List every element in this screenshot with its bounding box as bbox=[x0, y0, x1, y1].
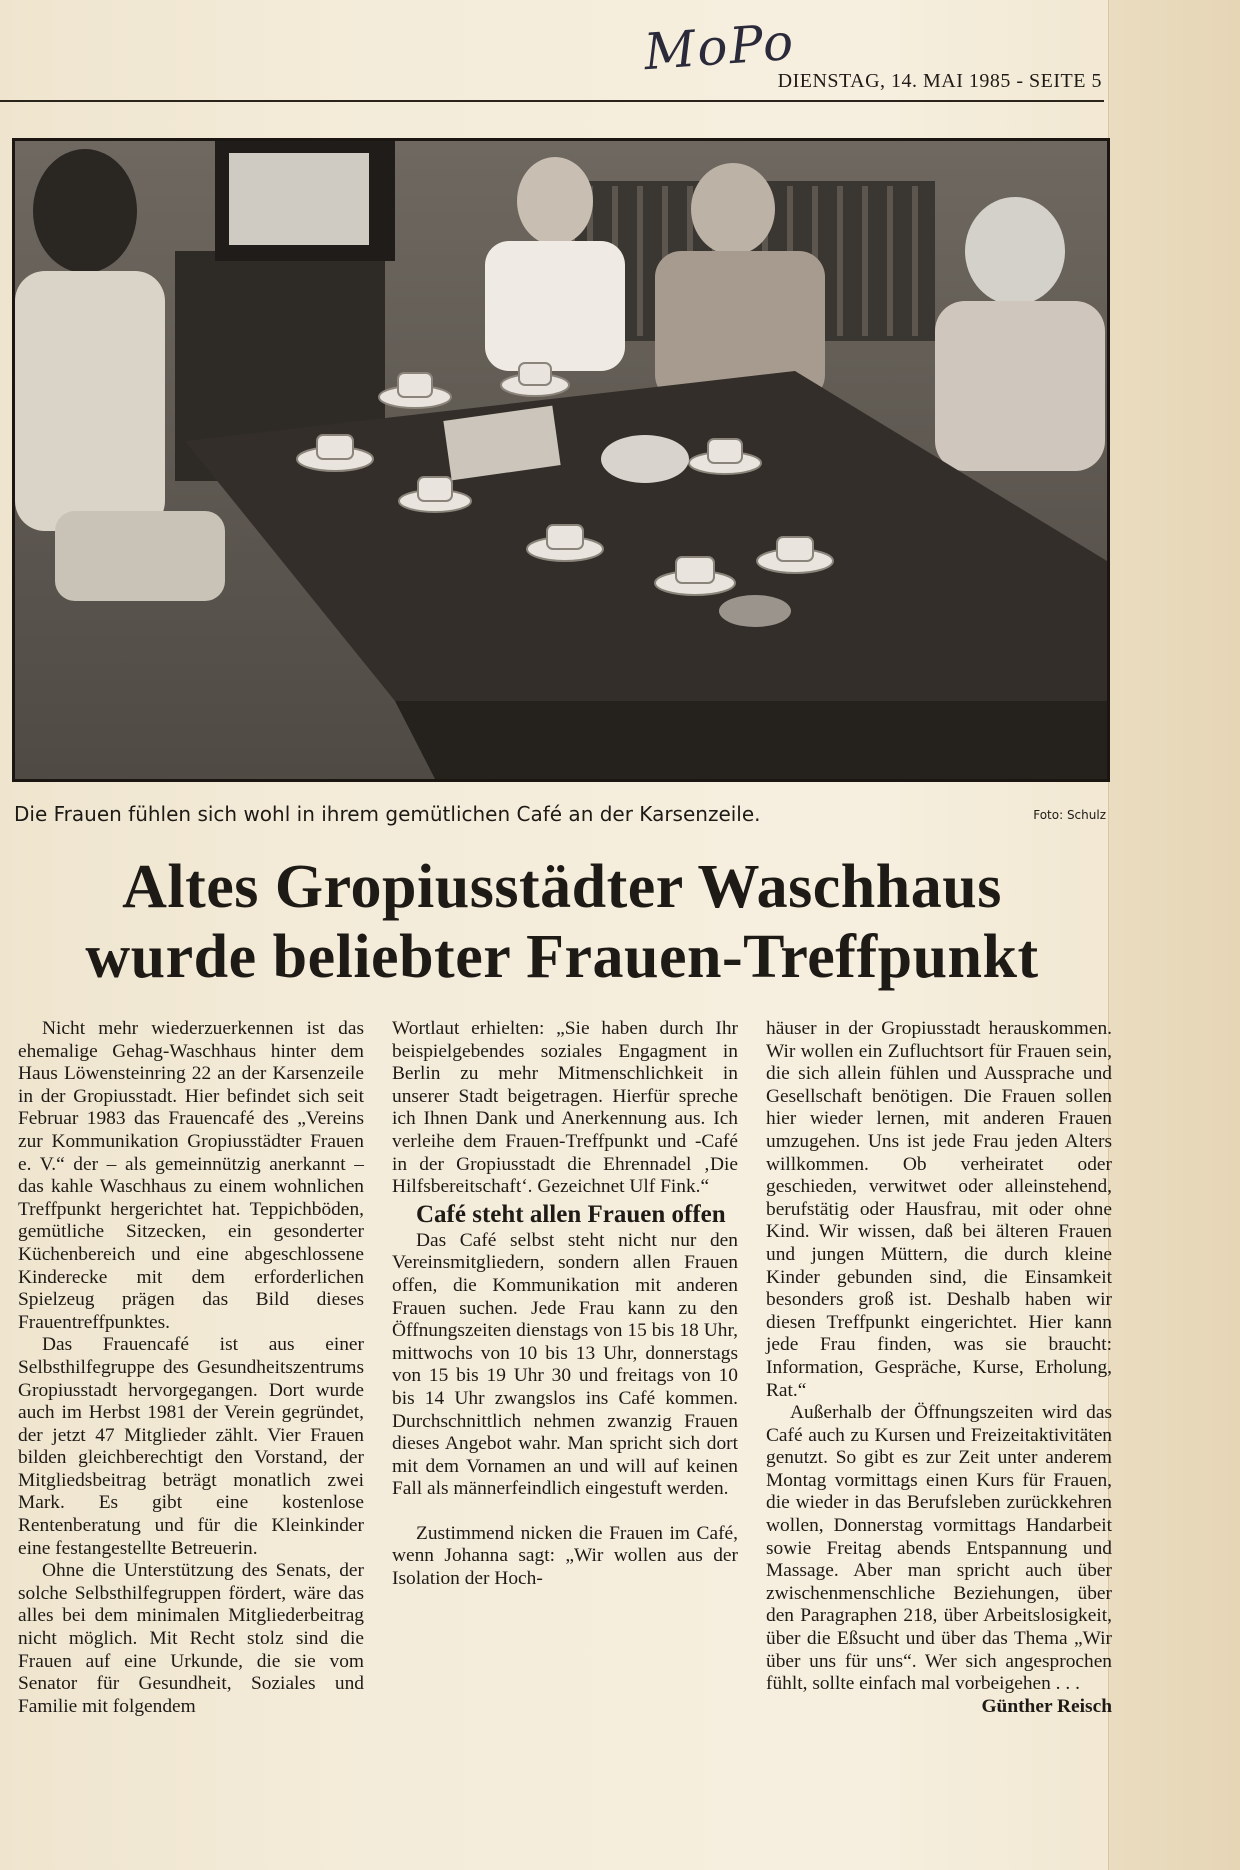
paragraph: Das Café selbst steht nicht nur den Vereinsmitgliedern, sondern allen Frauen offen, die Kommunikation mit anderen Frauen suchen. Jede Frau kann zu den Öffnungszeiten dienstags von 15 bis 18 Uhr, mittwochs von 10 bis 13 Uhr, donnerstags von 15 bis 19 Uhr 30 und freitags von 10 bis 14 Uhr zwangslos ins Café kommen. Durchschnittlich nehmen zwanzig Frauen dieses Angebot wahr. Man spricht sich dort mit dem Vornamen an und will auf keinen Fall als männerfeindlich eingestuft werden. bbox=[392, 1229, 738, 1500]
article-photo bbox=[12, 138, 1110, 782]
dateline: DIENSTAG, 14. MAI 1985 - SEITE 5 bbox=[777, 70, 1102, 92]
article-column-3 bbox=[766, 1018, 1112, 1718]
paragraph: Nicht mehr wiederzuerkennen ist das ehemalige Gehag-Waschhaus hinter dem Haus Löwensteinring 22 an der Karsenzeile in der Gropiusstadt. Hier befindet sich seit Februar 1983 das Frauencafé des „Vereins zur Kommunikation Gropiusstädter Frauen e. V.“ der – als gemeinnützig anerkannt – das kahle Waschhaus zu einem wohnlichen Treffpunkt hergerichtet hat. Teppichböden, gemütliche Sitzecken, ein gesonderter Küchenbereich und eine abgeschlossene Kinderecke mit dem erforderlichen Spielzeug prägen das Bild dieses Frauentreffpunktes. bbox=[18, 1018, 364, 1333]
paragraph: Wortlaut erhielten: „Sie haben durch Ihr beispielgebendes soziales Engagment in Berlin zu mehr Mitmenschlichkeit in unserer Stadt beigetragen. Hierfür spreche ich Ihnen Dank und Anerkennung aus. Ich verleihe dem Frauen-Treffpunkt und -Café in der Gropiusstadt die Ehrennadel ‚Die Hilfsbereitschaft‘. Gezeichnet Ulf Fink.“ bbox=[392, 1018, 738, 1198]
author-byline: Günther Reisch bbox=[981, 1695, 1112, 1717]
paragraph: Das Frauencafé ist aus einer Selbsthilfegruppe des Gesundheitszentrums Gropiusstadt hervorgegangen. Dort wurde auch im Herbst 1981 der Verein gegründet, der jetzt 47 Mitglieder zählt. Vier Frauen bilden gleichberechtigt den Vorstand, der Mitgliedsbeitrag beträgt monatlich zwei Mark. Es gibt eine kostenlose Rentenberatung und für die Kleinkinder eine festangestellte Betreuerin. bbox=[18, 1334, 364, 1559]
handwritten-note: MoPo bbox=[642, 12, 797, 82]
headline-line-1: Altes Gropiusstädter Waschhaus bbox=[122, 853, 1002, 921]
photo-caption: Die Frauen fühlen sich wohl in ihrem gemütlichen Café an der Karsenzeile. bbox=[14, 802, 761, 826]
paragraph: Ohne die Unterstützung des Senats, der solche Selbsthilfegruppen fördert, wäre das alles bei dem minimalen Mitgliederbeitrag nicht möglich. Mit Recht stolz sind die Frauen auf eine Urkunde, die sie vom Senator für Gesundheit, Soziales und Familie mit folgendem bbox=[18, 1560, 364, 1717]
photo-credit: Foto: Schulz bbox=[1033, 808, 1106, 822]
subheading: Café steht allen Frauen offen bbox=[416, 1200, 726, 1228]
article-column-1 bbox=[18, 1018, 364, 1718]
paper-edge bbox=[1108, 0, 1240, 1870]
paragraph: Zustimmend nicken die Frauen im Café, wenn Johanna sagt: „Wir wollen aus der Isolation der Hoch- bbox=[392, 1522, 738, 1590]
paragraph-text: Außerhalb der Öffnungszeiten wird das Café auch zu Kursen und Freizeitaktivitäten genutzt. So gibt es zur Zeit unter anderem Montag vormittags einen Kurs für Frauen, die wieder in das Berufsleben zurückkehren wollen, Donnerstag vormittags Handarbeit sowie Freitag abends Entspannung und Massage. Aber man spricht auch über zwischenmenschliche Beziehungen, über den Paragraphen 218, über Arbeitslosigkeit, über die Eßsucht und über das Thema „Wir über uns für uns“. Wer sich angesprochen fühlt, sollte einfach mal vorbeigehen . . . bbox=[766, 1402, 1112, 1695]
header-rule bbox=[0, 100, 1104, 102]
headline bbox=[20, 852, 1104, 992]
headline-line-2: wurde beliebter Frauen-Treffpunkt bbox=[85, 923, 1039, 991]
paragraph: häuser in der Gropiusstadt herauskommen. Wir wollen ein Zufluchtsort für Frauen sein, die sich allein fühlen und Aussprache und Gesellschaft benötigen. Die Frauen sollen hier wieder lernen, mit anderen Frauen umzugehen. Uns ist jede Frau jeden Alters willkommen. Ob verheiratet oder geschieden, verwitwet oder alleinstehend, berufstätig oder Hausfrau, mit oder ohne Kind. Wir wissen, daß bei älteren Frauen und jungen Müttern, die durch kleine Kinder gebunden sind, die Einsamkeit besonders groß ist. Deshalb haben wir diesen Treffpunkt eingerichtet. Hier kann jede Frau finden, was sie braucht: Information, Gespräche, Kurse, Erholung, Rat.“ bbox=[766, 1018, 1112, 1401]
photo-illustration bbox=[15, 141, 1107, 779]
paragraph bbox=[766, 1402, 1112, 1717]
article-column-2 bbox=[392, 1018, 738, 1591]
